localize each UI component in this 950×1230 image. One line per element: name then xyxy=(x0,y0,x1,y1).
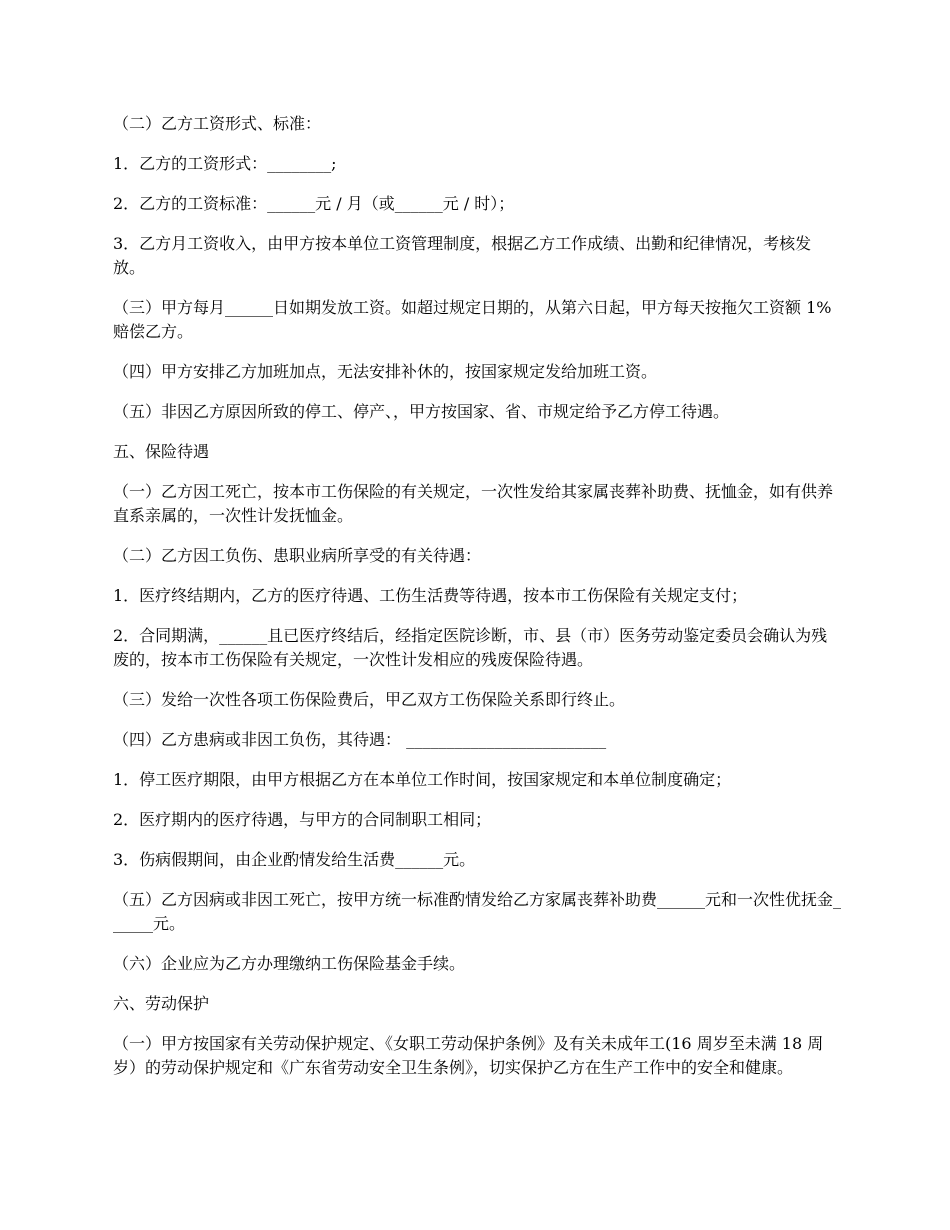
paragraph-wage-form-heading: （二）乙方工资形式、标准： xyxy=(113,114,322,133)
paragraph-work-death: （一）乙方因工死亡，按本市工伤保险的有关规定，一次性发给其家属丧葬补助费、抚恤金，如有供养直系亲属的，一次性计发抚恤金。 xyxy=(113,482,834,525)
paragraph-payday: （三）甲方每月______日如期发放工资。如超过规定日期的，从第六日起，甲方每天按拖欠工资额 1%赔偿乙方。 xyxy=(113,298,832,341)
section-heading-insurance: 五、保险待遇 xyxy=(113,442,210,461)
paragraph-living-allowance: 3．伤病假期间，由企业酌情发给生活费______元。 xyxy=(113,850,476,869)
paragraph-monthly-income: 3．乙方月工资收入，由甲方按本单位工资管理制度，根据乙方工作成绩、出勤和纪律情况，考核发放。 xyxy=(113,234,812,277)
paragraph-work-injury-heading: （二）乙方因工负伤、患职业病所享受的有关待遇： xyxy=(113,546,482,565)
paragraph-illness-heading: （四）乙方患病或非因工负伤，其待遇： _________________________ xyxy=(113,730,607,749)
paragraph-wage-form: 1．乙方的工资形式：________; xyxy=(113,154,337,173)
paragraph-non-work-death: （五）乙方因病或非因工死亡，按甲方统一标准酌情发给乙方家属丧葬补助费______元和一次性优抚金______元。 xyxy=(113,890,842,933)
paragraph-medical-treatment: 2．医疗期内的医疗待遇，与甲方的合同制职工相同； xyxy=(113,810,492,829)
paragraph-labor-protection: （一）甲方按国家有关劳动保护规定、《女职工劳动保护条例》及有关未成年工(16 周岁至未满 18 周岁）的劳动保护规定和《广东省劳动安全卫生条例》，切实保护乙方在生产工作中的安全和健康。 xyxy=(113,1034,824,1077)
paragraph-stoppage: （五）非因乙方原因所致的停工、停产、，甲方按国家、省、市规定给予乙方停工待遇。 xyxy=(113,402,730,421)
paragraph-medical-period: 1．医疗终结期内，乙方的医疗待遇、工伤生活费等待遇，按本市工伤保险有关规定支付； xyxy=(113,586,748,605)
paragraph-overtime: （四）甲方安排乙方加班加点，无法安排补休的，按国家规定发给加班工资。 xyxy=(113,362,658,381)
paragraph-contract-expiry: 2．合同期满，______且已医疗终结后，经指定医院诊断，市、县（市）医务劳动鉴定委员会确认为残废的，按本市工伤保险有关规定，一次性计发相应的残废保险待遇。 xyxy=(113,626,828,669)
document-body xyxy=(113,112,843,1096)
paragraph-insurance-fund: （六）企业应为乙方办理缴纳工伤保险基金手续。 xyxy=(113,954,466,973)
paragraph-wage-standard: 2．乙方的工资标准：______元 / 月（或______元 / 时）； xyxy=(113,194,515,213)
paragraph-sick-leave-period: 1．停工医疗期限，由甲方根据乙方在本单位工作时间，按国家规定和本单位制度确定； xyxy=(113,770,732,789)
section-heading-labor-protection: 六、劳动保护 xyxy=(113,994,210,1013)
paragraph-insurance-termination: （三）发给一次性各项工伤保险费后，甲乙双方工伤保险关系即行终止。 xyxy=(113,690,626,709)
